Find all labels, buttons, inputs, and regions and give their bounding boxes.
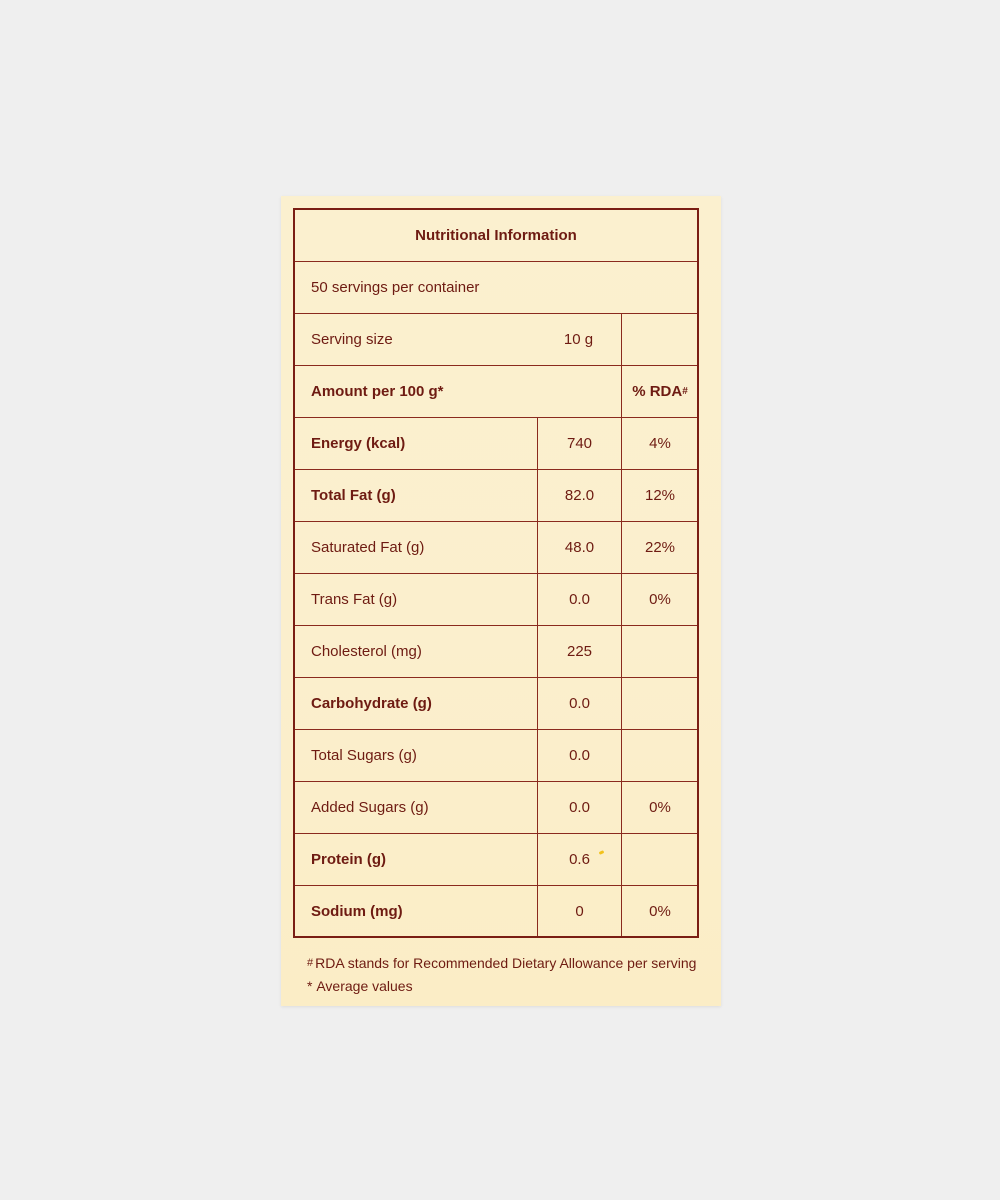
nutrient-value: 0 xyxy=(537,886,621,936)
table-title: Nutritional Information xyxy=(415,227,577,244)
nutrient-name: Sodium (mg) xyxy=(311,902,403,920)
nutrition-label-card xyxy=(281,196,721,1006)
nutrient-rda: 0% xyxy=(621,574,698,625)
nutrient-name: Carbohydrate (g) xyxy=(311,695,432,712)
nutrient-row-total-fat xyxy=(295,470,697,522)
nutrient-value: 0.0 xyxy=(537,574,621,625)
amount-header-label: Amount per 100 g* xyxy=(311,383,444,400)
nutrient-row-added-sugars xyxy=(295,782,697,834)
nutrient-name: Total Fat (g) xyxy=(311,487,396,504)
footnote-symbol: # xyxy=(307,957,314,969)
nutrient-name: Added Sugars (g) xyxy=(311,799,429,816)
nutrient-row-trans-fat xyxy=(295,574,697,626)
footnote-rda xyxy=(307,952,696,975)
nutrient-row-protein xyxy=(295,834,697,886)
nutrition-table xyxy=(293,208,699,938)
nutrient-row-saturated-fat xyxy=(295,522,697,574)
serving-size-row xyxy=(295,314,697,366)
nutrient-rda: 22% xyxy=(621,522,698,573)
nutrient-value: 0.6 xyxy=(537,834,621,885)
nutrient-value: 225 xyxy=(537,626,621,677)
nutrient-value: 740 xyxy=(537,418,621,469)
nutrient-rda: 0% xyxy=(621,886,698,936)
nutrient-name: Energy (kcal) xyxy=(311,435,406,452)
nutrient-value: 82.0 xyxy=(537,470,621,521)
rda-header-label: % RDA xyxy=(632,383,683,400)
footnote-average xyxy=(307,975,696,998)
nutrient-name: Cholesterol (mg) xyxy=(311,643,422,660)
footnote-symbol: * xyxy=(307,978,313,994)
table-title-row xyxy=(295,210,697,262)
nutrient-value: 0.0 xyxy=(537,730,621,781)
nutrient-row-total-sugars xyxy=(295,730,697,782)
amount-header-row xyxy=(295,366,697,418)
nutrient-value: 0.0 xyxy=(537,678,621,729)
nutrient-rda: 12% xyxy=(621,470,698,521)
nutrient-row-energy xyxy=(295,418,697,470)
serving-size-label: Serving size xyxy=(311,331,393,348)
nutrient-row-cholesterol xyxy=(295,626,697,678)
nutrient-rda xyxy=(621,678,698,729)
nutrient-rda: 4% xyxy=(621,418,698,469)
nutrient-name: Saturated Fat (g) xyxy=(311,539,425,556)
nutrient-name: Total Sugars (g) xyxy=(311,747,417,764)
nutrient-rda: 0% xyxy=(621,782,698,833)
servings-per-container: 50 servings per container xyxy=(311,279,480,296)
nutrient-rda xyxy=(621,730,698,781)
nutrient-row-carbohydrate xyxy=(295,678,697,730)
nutrient-value: 0.0 xyxy=(537,782,621,833)
nutrient-row-sodium xyxy=(295,886,697,936)
serving-size-rda-cell xyxy=(621,314,698,365)
footnote-text: Average values xyxy=(316,978,413,994)
nutrient-value: 48.0 xyxy=(537,522,621,573)
servings-row xyxy=(295,262,697,314)
nutrient-rda xyxy=(621,626,698,677)
footnotes xyxy=(307,952,696,998)
nutrient-name: Trans Fat (g) xyxy=(311,591,398,608)
rda-header-mark: # xyxy=(682,386,688,397)
footnote-text: RDA stands for Recommended Dietary Allowance per serving xyxy=(315,955,697,971)
rda-header xyxy=(621,366,698,417)
nutrient-name: Protein (g) xyxy=(311,851,386,868)
serving-size-value: 10 g xyxy=(563,331,594,348)
nutrient-rda xyxy=(621,834,698,885)
